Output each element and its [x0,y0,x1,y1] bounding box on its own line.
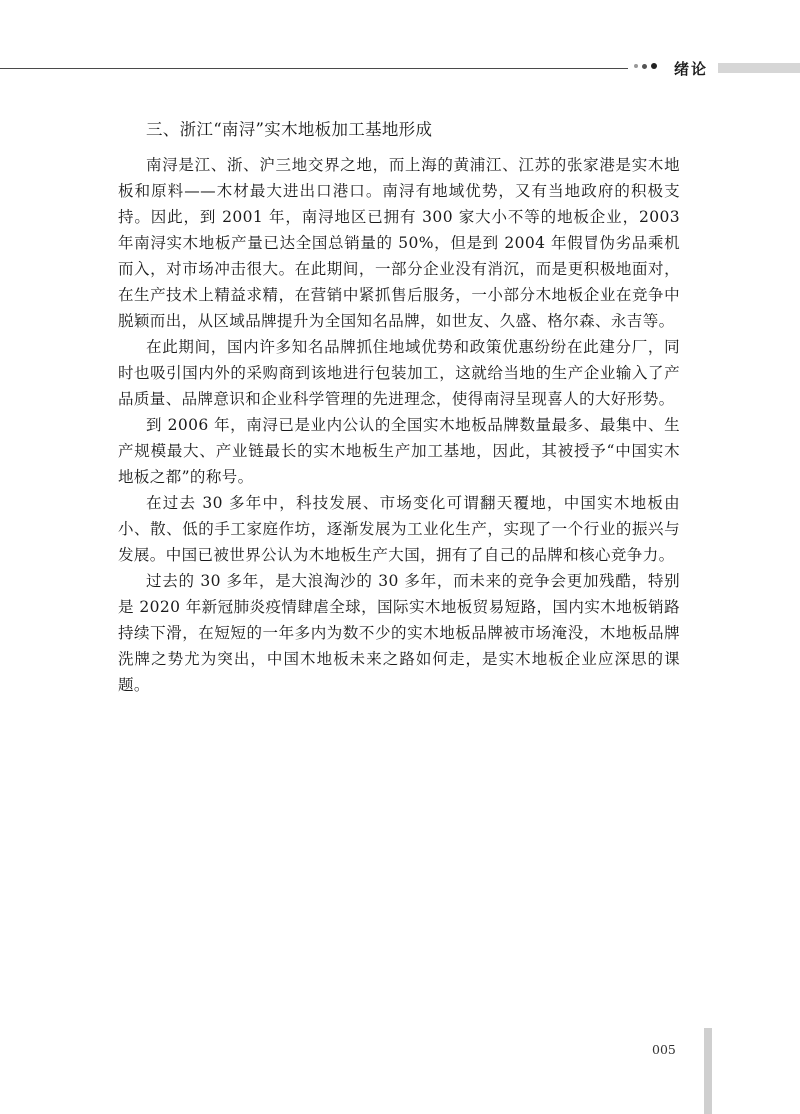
ornament-dot [642,64,647,69]
running-header-chapter-title: 绪论 [674,60,709,78]
header-rule [0,68,628,69]
paragraph-2: 在此期间，国内许多知名品牌抓住地域优势和政策优惠纷纷在此建分厂，同时也吸引国内外的采购商到该地进行包装加工，这就给当地的生产企业输入了产品质量、品牌意识和企业科学管理的先进理念，使得南浔呈现喜人的大好形势。 [118,338,680,408]
page-edge-bar [704,1028,712,1114]
ornament-dot [651,63,657,69]
paragraph-5: 过去的 30 多年，是大浪淘沙的 30 多年，而未来的竞争会更加残酷，特别是 2020 年新冠肺炎疫情肆虐全球，国际实木地板贸易短路，国内实木地板销路持续下滑，在短短的一年多内为数不少的实木地板品牌被市场淹没，木地板品牌洗牌之势尤为突出，中国木地板未来之路如何走，是实木地板企业应深思的课题。 [118,572,680,694]
paragraph-3: 到 2006 年，南浔已是业内公认的全国实木地板品牌数量最多、最集中、生产规模最大、产业链最长的实木地板生产加工基地，因此，其被授予“中国实木地板之都”的称号。 [118,416,680,486]
ornament-dot [634,64,638,68]
page-number: 005 [652,1042,676,1057]
section-heading: 三、浙江“南浔”实木地板加工基地形成 [146,120,433,139]
paragraph-1: 南浔是江、浙、沪三地交界之地，而上海的黄浦江、江苏的张家港是实木地板和原料——木材最大进出口港口。南浔有地域优势，又有当地政府的积极支持。因此，到 2001 年，南浔地区已拥有 300 家大小不等的地板企业，2003 年南浔实木地板产量已达全国总销量的 50%，但是到 2004 年假冒伪劣品乘机而入，对市场冲击很大。在此期间，一部分企业没有消沉，而是更积极地面对，在生产技术上精益求精，在营销中紧抓售后服务，一小部分木地板企业在竞争中脱颖而出，从区域品牌提升为全国知名品牌，如世友、久盛、格尔森、永吉等。 [118,156,680,330]
header-dots-ornament [634,63,657,69]
body-text [118,152,680,698]
paragraph-4: 在过去 30 多年中，科技发展、市场变化可谓翻天覆地，中国实木地板由小、散、低的手工家庭作坊，逐渐发展为工业化生产，实现了一个行业的振兴与发展。中国已被世界公认为木地板生产大国，拥有了自己的品牌和核心竞争力。 [118,494,680,564]
header-tab-bar [718,63,800,73]
